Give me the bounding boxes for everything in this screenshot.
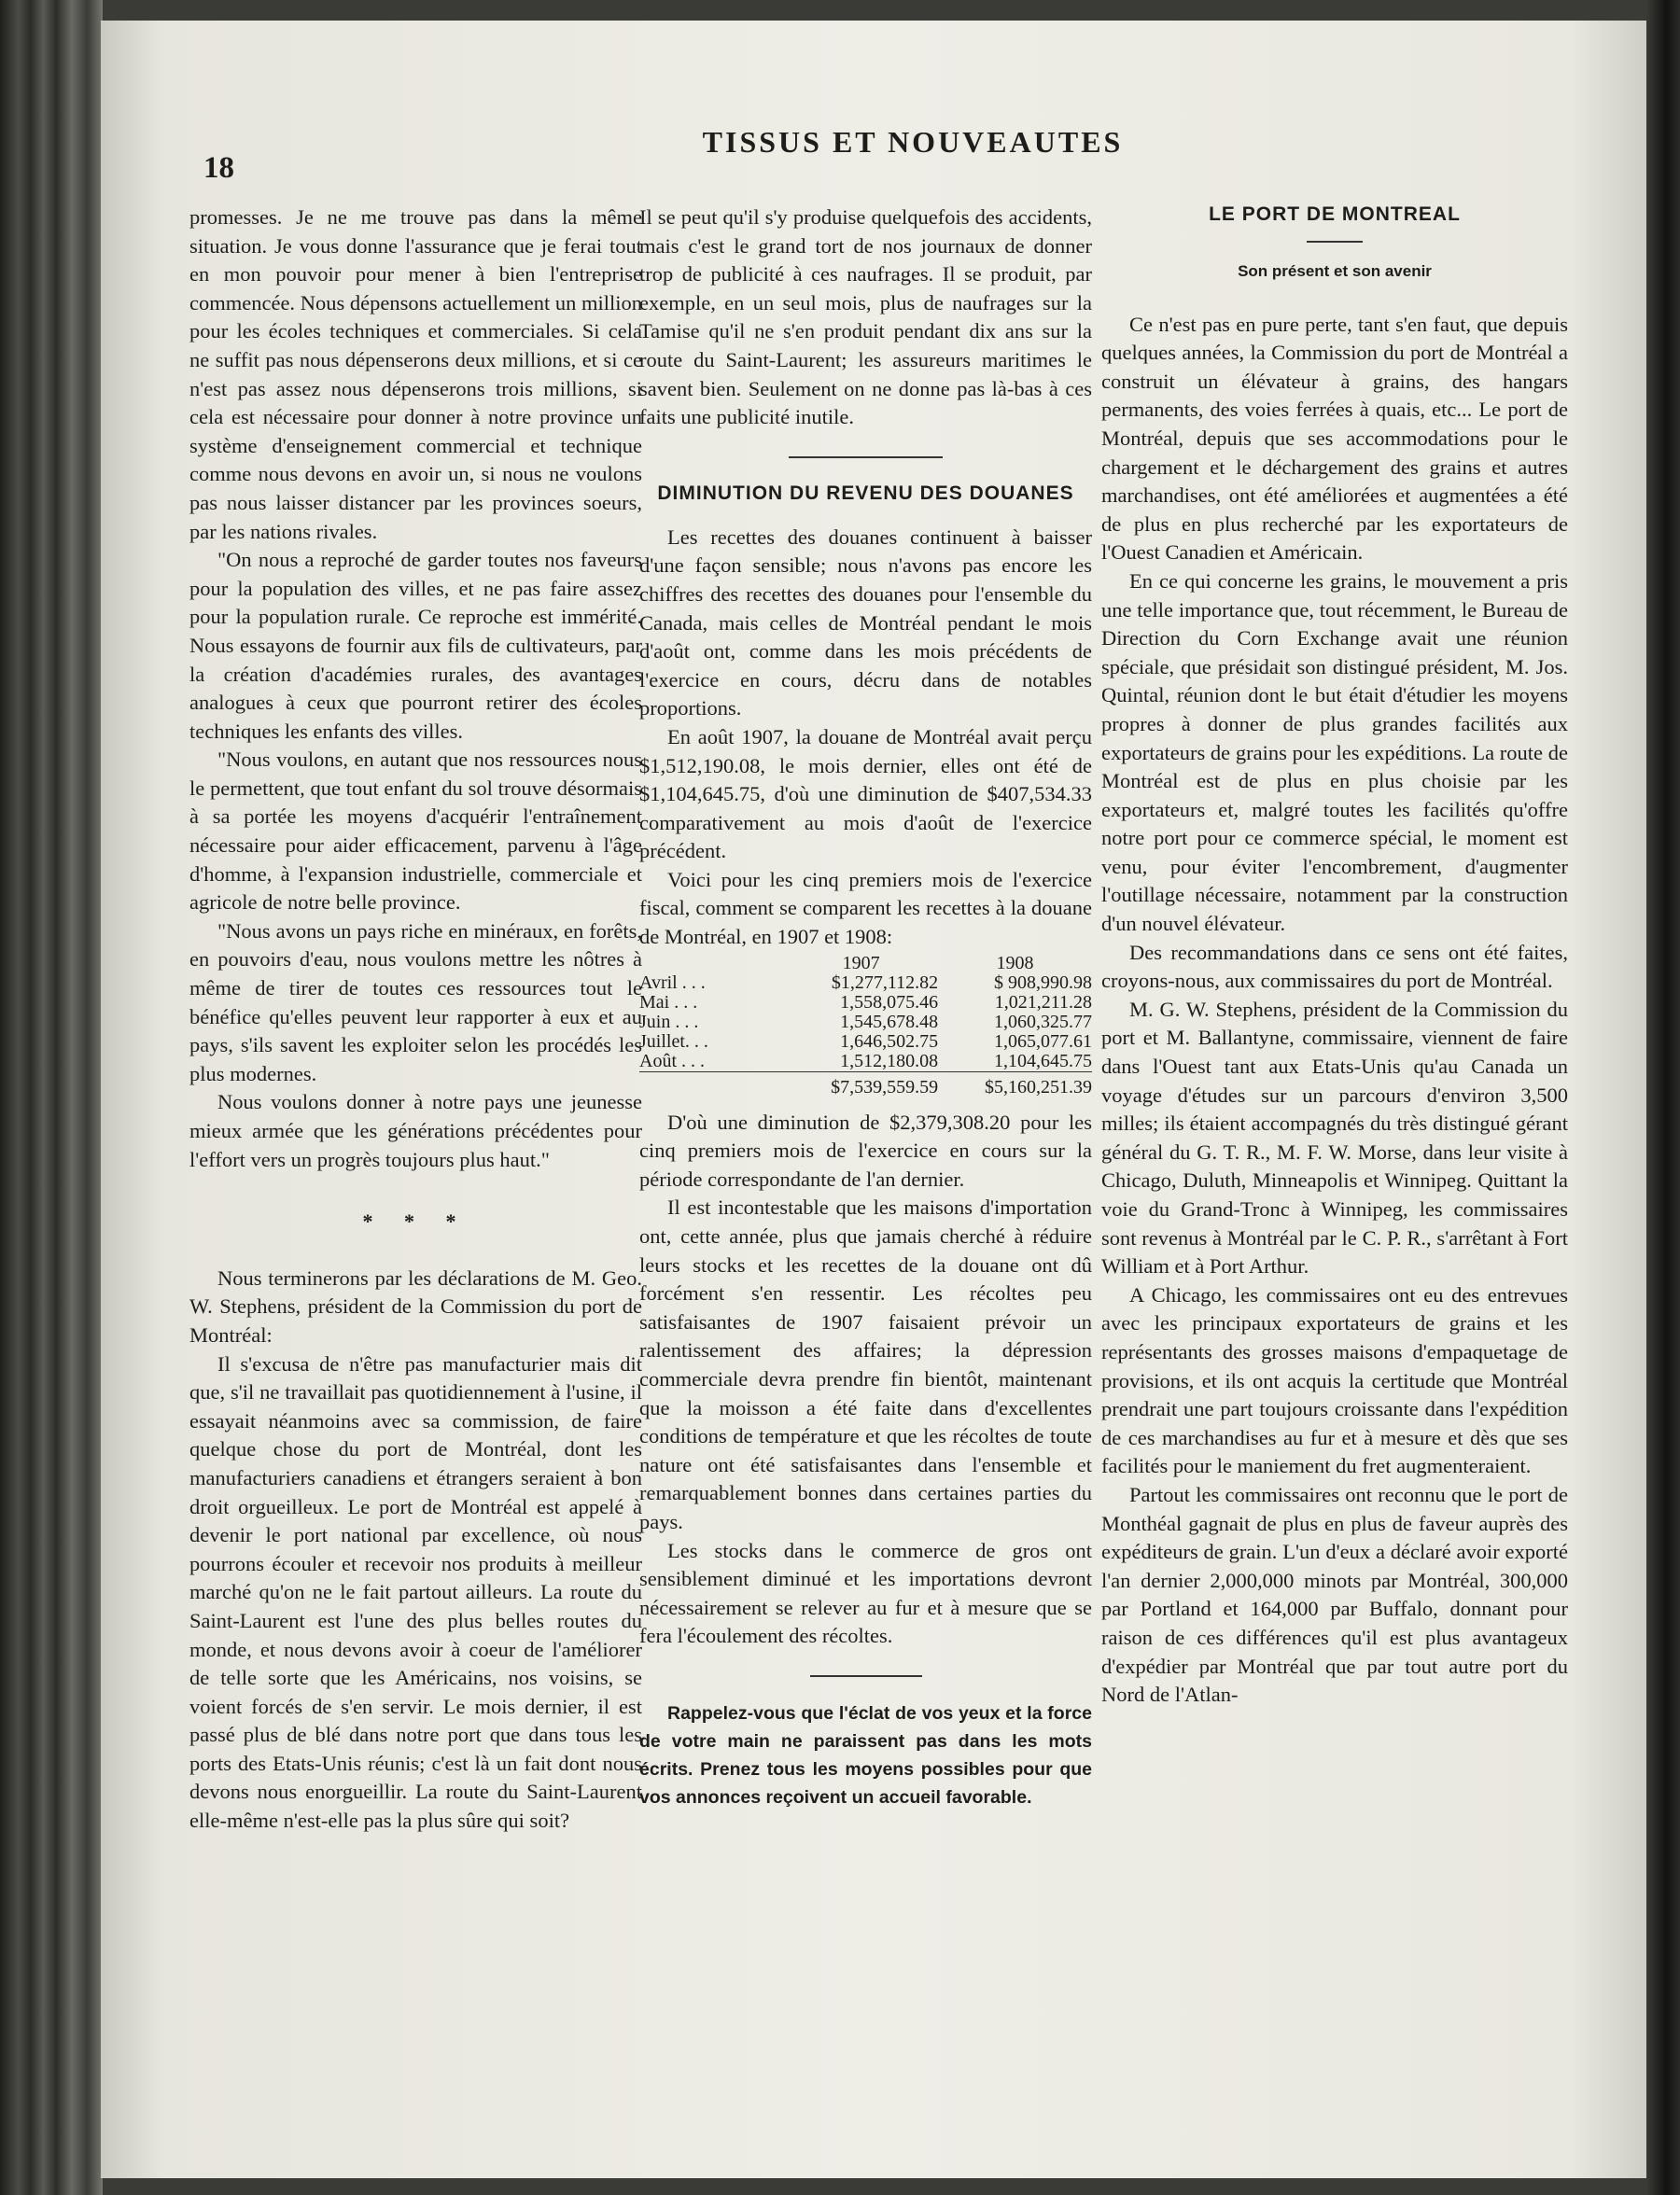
col2-paragraph: En août 1907, la douane de Montréal avait perçu $1,512,190.08, le mois dernier, elles ont été de $1,104,645.75, d'où une diminution de $407,534.33 comparativement au mois d'août de l'exercice précédent. — [639, 724, 1092, 863]
section-separator: * * * — [362, 1209, 469, 1234]
table-total-row — [639, 1071, 1092, 1098]
table-row — [639, 993, 1092, 1013]
section-title-customs: DIMINUTION DU REVENU DES DOUANES — [657, 482, 1074, 504]
section-title-port: LE PORT DE MONTREAL — [1209, 203, 1461, 225]
customs-revenue-table — [639, 954, 1092, 1098]
column-left — [189, 203, 642, 1836]
col3-paragraph: Ce n'est pas en pure perte, tant s'en faut, que depuis quelques années, la Commission du port de Montréal a construit un élévateur à grains, des hangars permanents, des voies ferrées à quais, etc... Le port de Montréal, depuis que ses accommodations pour le chargement et le déchargement des grains et autres marchandises, ont été améliorées et augmentées a été de plus en plus recherché par les exportateurs de l'Ouest Canadien et Américain. — [1101, 312, 1568, 565]
col3-paragraph: A Chicago, les commissaires ont eu des entrevues avec les principaux exportateurs de grains et les représentants des grosses maisons d'empaquetage de provisions, et ils ont acquis la certitude que Montréal prendrait une part toujours croissante dans l'expédition de ces marchandises au fur et à mesure et dès que ses facilités pour le maniement du fret augmenteraient. — [1101, 1282, 1568, 1478]
col1-paragraph: "Nous avons un pays riche en minéraux, en forêts, en pouvoirs d'eau, nous voulons mettre les nôtres à même de tirer de toutes ces ressources tout le bénéfice qu'elles peuvent leur rapporter à eux et au pays, s'ils savent les exploiter selon les procédés les plus modernes. — [189, 918, 642, 1085]
table-cell-month: Mai . . . — [639, 991, 698, 1013]
table-header: 1907 — [842, 952, 880, 973]
table-cell: 1,646,502.75 — [840, 1030, 939, 1052]
table-cell-month: Juin . . . — [639, 1011, 699, 1032]
table-cell: $1,277,112.82 — [831, 972, 939, 993]
col3-paragraph: En ce qui concerne les grains, le mouvement a pris une telle importance que, tout récemment, le Bureau de Direction du Corn Exchange avait une réunion spéciale, que présidait son distingué président, M. Jos. Quintal, réunion dont le but était d'étudier les moyens propres à donner de plus grandes facilités aux exportateurs de grains pour les expéditions. La route de Montréal est de plus en plus choisie par les exportateurs et, malgré toutes les facilités qu'offre notre port pour ce commerce spécial, le moment est venu, pour éviter l'encombrement, d'augmenter l'outillage nécessaire, notamment par la construction d'un nouvel élévateur. — [1101, 568, 1568, 936]
table-total-1907: $7,539,559.59 — [784, 1071, 938, 1098]
col1-paragraph: "On nous a reproché de garder toutes nos faveurs pour la population des villes, et ne pas faire assez pour la population rurale. Ce reproche est immérité. Nous essayons de fournir aux fils de cultivateurs, par la création d'académies rurales, des avantages analogues à ceux que pourront retirer des écoles techniques les enfants des villes. — [189, 548, 642, 743]
table-row — [639, 973, 1092, 993]
col2-paragraph: D'où une diminution de $2,379,308.20 pour les cinq premiers mois de l'exercice en cours sur la période correspondante de l'an dernier. — [639, 1110, 1092, 1191]
col2-paragraph: Voici pour les cinq premiers mois de l'exercice fiscal, comment se comparent les recettes à la douane de Montréal, en 1907 et 1908: — [639, 867, 1092, 949]
magazine-page — [101, 21, 1646, 2178]
table-cell: 1,512,180.08 — [840, 1050, 939, 1071]
table-cell-month: Juillet. . . — [639, 1030, 708, 1052]
page-number: 18 — [203, 151, 234, 185]
col3-paragraph: Des recommandations dans ce sens ont été faites, croyons-nous, aux commissaires du port de Montréal. — [1101, 940, 1568, 993]
table-cell-month: Août . . . — [639, 1050, 705, 1071]
table-cell: 1,545,678.48 — [840, 1011, 939, 1032]
divider-rule — [810, 1675, 922, 1677]
table-cell: 1,060,325.77 — [994, 1011, 1092, 1032]
col2-paragraph: Il est incontestable que les maisons d'importation ont, cette année, plus que jamais cherché à réduire leurs stocks et les recettes de la douane ont dû forcément s'en ressentir. Les récoltes peu satisfaisantes de 1907 faisaient prévoir un ralentissement des affaires; la dépression commerciale devra prendre fin bientôt, maintenant que la moisson a été faite dans d'excellentes conditions de température et que les récoltes de toute nature ont été satisfaisantes dans l'ensemble et remarquablement bonnes dans certaines parties du pays. — [639, 1195, 1092, 1533]
book-right-edge — [1646, 0, 1680, 2195]
advertising-note: Rappelez-vous que l'éclat de vos yeux et la force de votre main ne paraissent pas dans les mots écrits. Prenez tous les moyens possibles pour que vos annonces reçoivent un accueil favorable. — [639, 1702, 1092, 1808]
table-cell: 1,558,075.46 — [840, 991, 939, 1013]
col1-paragraph: Nous voulons donner à notre pays une jeunesse mieux armée que les générations précédentes pour l'effort vers un progrès toujours plus haut." — [189, 1090, 642, 1171]
table-row — [639, 1052, 1092, 1072]
col1-paragraph: Nous terminerons par les déclarations de M. Geo. W. Stephens, président de la Commission du port de Montréal: — [189, 1265, 642, 1347]
table-row — [639, 1013, 1092, 1032]
col1-paragraph: "Nous voulons, en autant que nos ressources nous le permettent, que tout enfant du sol trouve désormais à sa portée les moyens d'acquérir l'entraînement nécessaire pour aider efficacement, parvenu à l'âge d'homme, à l'expansion industrielle, commerciale et agricole de notre belle province. — [189, 748, 642, 915]
col1-paragraph: promesses. Je ne me trouve pas dans la même situation. Je vous donne l'assurance que je ferai tout en mon pouvoir pour mener à bien l'entreprise commencée. Nous dépensons actuellement un million pour les écoles techniques et commerciales. Si cela ne suffit pas nous dépenserons deux millions, et si ce n'est pas assez nous dépenserons trois millions, si cela est nécessaire pour donner à notre province un système d'enseignement commercial et technique comme nous devons en avoir un, si nous ne voulons pas nous laisser distancer par les provinces soeurs, par les nations rivales. — [189, 205, 642, 543]
book-binding-edge — [0, 0, 103, 2195]
col2-paragraph: Les recettes des douanes continuent à baisser d'une façon sensible; nous n'avons pas encore les chiffres des recettes des douanes pour l'ensemble du Canada, mais celles de Montréal pendant le mois d'août ont, comme dans les mois précédents de l'exercice en cours, décru dans de notables proportions. — [639, 524, 1092, 720]
col1-paragraph: Il s'excusa de n'être pas manufacturier mais dit que, s'il ne travaillait pas quotidiennement à l'usine, il essayait néanmoins avec sa commission, de faire quelque chose du port de Montréal, dont les manufacturiers canadiens et étrangers seraient à bon droit orgueilleux. Le port de Montréal est appelé à devenir le port national par excellence, où nous pourrons écouler et recevoir nos produits à meilleur marché qu'on ne le fait partout ailleurs. La route du Saint-Laurent est l'une des plus belles routes du monde, et nous devons avoir à coeur de l'améliorer de telle sorte que les Américains, nos voisins, se voient forcés de s'en servir. Le mois dernier, il est passé plus de blé dans notre port que dans tous les ports des Etats-Unis réunis; c'est là un fait dont nous devons nous enorgueillir. La route du Saint-Laurent elle-même n'est-elle pas la plus sûre qui soit? — [189, 1351, 642, 1833]
col3-paragraph: M. G. W. Stephens, président de la Commission du port et M. Ballantyne, commissaire, viennent de faire dans l'Ouest tant aux Etats-Unis qu'au Canada un voyage d'études sur un parcours d'environ 3,500 milles; ils étaient accompagnés du très distingué gérant général du G. T. R., M. F. W. Morse, dans leur visite à Chicago, Duluth, Minneapolis et Winnipeg. Quittant la voie du Grand-Tronc à Winnipeg, les commissaires sont revenus à Montréal par le C. P. R., s'arrêtant à Fort William et à Port Arthur. — [1101, 997, 1568, 1279]
running-title: TISSUS ET NOUVEAUTES — [702, 125, 1124, 159]
table-header: 1908 — [996, 952, 1034, 973]
table-header — [639, 954, 784, 973]
divider-rule — [1307, 241, 1363, 243]
col3-paragraph: Partout les commissaires ont reconnu que le port de Monthéal gagnait de plus en plus de faveur auprès des expéditeurs de grain. L'un d'eux a déclaré avoir exporté l'an dernier 2,000,000 minots par Montréal, 300,000 par Portland et 164,000 par Buffalo, donnant pour raison de ces différences qu'il est plus avantageux d'expédier par Montréal que par tout autre port du Nord de l'Atlan- — [1101, 1482, 1568, 1707]
table-cell-month: Avril . . . — [639, 972, 706, 993]
table-total-1908: $5,160,251.39 — [938, 1071, 1092, 1098]
column-middle — [639, 203, 1092, 1811]
table-cell: 1,065,077.61 — [994, 1030, 1092, 1052]
col2-intro-paragraph: Il se peut qu'il s'y produise quelquefois des accidents, mais c'est le grand tort de nos journaux de donner trop de publicité à ces naufrages. Il se produit, par exemple, en un seul mois, plus de naufrages sur la Tamise qu'il ne s'en produit pendant dix ans sur la route du Saint-Laurent; les assureurs maritimes le savent bien. Seulement on ne donne pas là-bas à ces faits une publicité inutile. — [639, 205, 1092, 429]
table-row — [639, 1032, 1092, 1052]
column-right — [1101, 203, 1568, 1710]
divider-rule — [789, 456, 943, 458]
section-subtitle: Son présent et son avenir — [1238, 262, 1432, 280]
table-cell: 1,021,211.28 — [994, 991, 1092, 1013]
table-cell: $ 908,990.98 — [994, 972, 1092, 993]
table-cell: 1,104,645.75 — [994, 1050, 1092, 1071]
table-header-row — [639, 954, 1092, 973]
col2-paragraph: Les stocks dans le commerce de gros ont sensiblement diminué et les importations devront nécessairement se relever au fur et à mesure que se fera l'écoulement des récoltes. — [639, 1538, 1092, 1648]
